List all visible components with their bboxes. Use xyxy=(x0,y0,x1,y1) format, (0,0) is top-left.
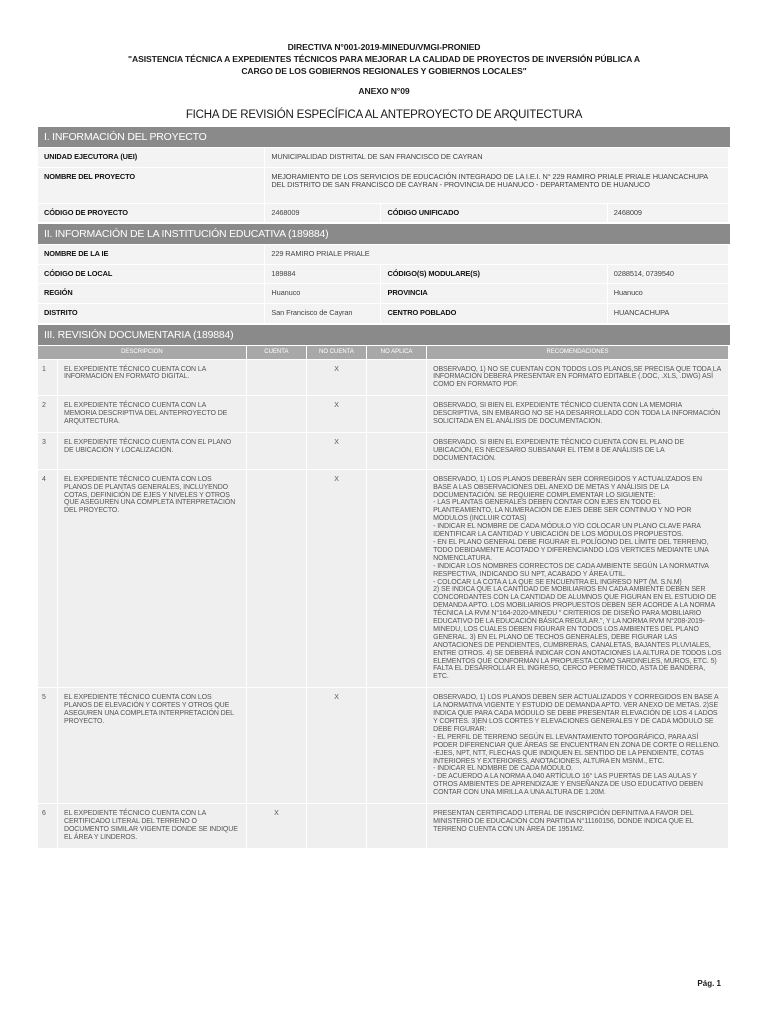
row-recommendation: PRESENTAN CERTIFICADO LITERAL DE INSCRIPCIÓN DEFINITIVA A FAVOR DEL MINISTERIO DE EDUCACIÓN CON PARTIDA N°11160156, DONDE INDICA QUE EL TERRENO CUENTA CON UN ÁREA DE 1951M2. xyxy=(427,804,728,848)
town-value: HUANCACHUPA xyxy=(608,304,728,323)
table-row xyxy=(38,433,728,469)
district-label: DISTRITO xyxy=(38,304,264,323)
table-row xyxy=(38,245,728,264)
province-label: PROVINCIA xyxy=(381,284,606,303)
directive-subtitle-line2: CARGO DE LOS GOBIERNOS REGIONALES Y GOBIERNOS LOCALES" xyxy=(241,66,527,76)
row-no-aplica-mark xyxy=(367,360,426,396)
modular-code-value: 0288514, 0739540 xyxy=(608,265,728,284)
row-no-aplica-mark xyxy=(367,470,426,688)
table-row xyxy=(38,148,728,167)
row-description: EL EXPEDIENTE TÉCNICO CUENTA CON LOS PLANOS DE PLANTAS GENERALES, INCLUYENDO COTAS, DEFINICIÓN DE EJES Y NIVELES Y OTROS QUE ASEGUREN UNA COMPLETA INTERPRETACIÓN DEL PROYECTO. xyxy=(58,470,246,688)
region-value: Huanuco xyxy=(265,284,380,303)
row-no-cuenta-mark: X xyxy=(307,470,366,688)
row-recommendation: OBSERVADO, 1) LOS PLANOS DEBERÁN SER CORREGIDOS Y ACTUALIZADOS EN BASE A LAS OBSERVACIONES DEL ANEXO DE METAS Y ANÁLISIS DE LA DOCUMENTACIÓN. SE REQUIERE COMPLEMENTAR LO SIGUIENTE: - LAS PLANTAS GENERALES DEBEN CONTAR CON EJES EN TODO EL PLANTEAMIENTO, LA NUMERACIÓN DE EJES DEBE SER CONTINUO Y NO POR MÓDULOS (INCLUIR COTAS) - INDICAR EL NOMBRE DE CADA MÓDULO Y/O COLOCAR UN PLANO CLAVE PARA IDENTIFICAR LA CANTIDAD Y UBICACIÓN DE LOS MÓDULOS PROPUESTOS. - EN EL PLANO GENERAL DEBE FIGURAR EL POLÍGONO DEL LÍMITE DEL TERRENO, TODO DEBIDAMENTE ACOTADO Y DIFERENCIANDO LOS VERTICES MEDIANTE UNA NOMENCLATURA. - INDICAR LOS NOMBRES CORRECTOS DE CADA AMBIENTE SEGÚN LA NORMATIVA RESPECTIVA, INDICANDO SU NPT, ACABADO Y ÁREA ÚTIL. - COLOCAR LA COTA A LA QUE SE ENCUENTRA EL INGRESO NPT (M. S.N.M) 2) SE INDICA QUE LA CANTIDAD DE MOBILIARIOS EN CADA AMBIENTE DEBEN SER CONCORDANTES CON LA CANTIDAD DE ALUMNOS QUE FIGURAN EN EL ESTUDIO DE DEMANDA APTO. LOS MOBILIARIOS PROPUESTOS DEBEN SER ACORDE A LA NORMA TÉCNICA LA RVM N°164-2020-MINEDU " CRITERIOS DE DISEÑO PARA MOBILIARIO EDUCATIVO DE LA EDUCACIÓN BÁSICA REGULAR.", Y LA NORMA RVM N°208-2019-MINEDU, LOS CUALES DEBEN FIGURAR EN TODOS LOS AMBIENTES DEL PLANO GENERAL. 3) EN EL PLANO DE TECHOS GENERALES, DEBE FIGURAR LAS ANOTACIONES DE PENDIENTES, CUMBRERAS, CANALETAS, BAJANTES PLUVIALES, ENTRE OTROS. 4) SE DEBERÁ INDICAR CON ANOTACIONES LA ALTURA DE TODOS LOS ELEMENTOS QUE CONFORMAN LA PROPUESTA COMO SARDINELES, MUROS, ETC. 5) FALTA EL DESARROLLAR EL INGRESO, CERCO PERIMÉTRICO, ASTA DE BANDERA, ETC. xyxy=(427,470,728,688)
town-label: CENTRO POBLADO xyxy=(381,304,606,323)
row-no-cuenta-mark: X xyxy=(307,360,366,396)
row-no-aplica-mark xyxy=(367,433,426,469)
table-row xyxy=(38,688,728,803)
row-description: EL EXPEDIENTE TÉCNICO CUENTA CON LA CERTIFICADO LITERAL DEL TERRENO O DOCUMENTO SIMILAR VIGENTE DONDE SE INDIQUE EL ÁREA Y LINDEROS. xyxy=(58,804,246,848)
unified-code-value: 2468009 xyxy=(608,204,728,223)
institution-info-table xyxy=(37,244,729,323)
table-row xyxy=(38,804,728,848)
row-description: EL EXPEDIENTE TÉCNICO CUENTA CON LOS PLANOS DE ELEVACIÓN Y CORTES Y OTROS QUE ASEGUREN UNA COMPLETA INTERPRETACIÓN DEL PROYECTO. xyxy=(58,688,246,803)
row-no-cuenta-mark: X xyxy=(307,688,366,803)
row-number: 2 xyxy=(38,396,57,432)
unified-code-label: CÓDIGO UNIFICADO xyxy=(381,204,606,223)
ie-name-value: 229 RAMIRO PRIALE PRIALE xyxy=(265,245,728,264)
project-info-table xyxy=(37,147,729,223)
modular-code-label: CÓDIGO(S) MODULARE(S) xyxy=(381,265,606,284)
directive-subtitle-line1: "ASISTENCIA TÉCNICA A EXPEDIENTES TÉCNICOS PARA MEJORAR LA CALIDAD DE PROYECTOS DE INVERSIÓN PÚBLICA A xyxy=(128,54,640,64)
row-number: 4 xyxy=(38,470,57,688)
section-heading-project: I. INFORMACIÓN DEL PROYECTO xyxy=(38,127,730,147)
province-value: Huanuco xyxy=(608,284,728,303)
row-cuenta-mark xyxy=(247,360,306,396)
local-code-value: 189884 xyxy=(265,265,380,284)
row-recommendation: OBSERVADO, SI BIEN EL EXPEDIENTE TÉCNICO CUENTA CON LA MEMORIA DESCRIPTIVA, SIN EMBARGO NO SE HA DESARROLLADO CON TODA LA INFORMACIÓN SOLICITADA EN EL ANÁLISIS DE DOCUMENTACIÓN. xyxy=(427,396,728,432)
row-description: EL EXPEDIENTE TÉCNICO CUENTA CON EL PLANO DE UBICACIÓN Y LOCALIZACIÓN. xyxy=(58,433,246,469)
form-body xyxy=(38,126,730,849)
column-header-description: DESCRIPCION xyxy=(38,346,246,359)
directive-line: DIRECTIVA N°001-2019-MINEDU/VMGI-PRONIED xyxy=(287,42,481,52)
row-recommendation: OBSERVADO, 1) LOS PLANOS DEBEN SER ACTUALIZADOS Y CORREGIDOS EN BASE A LA NORMATIVA VIGENTE Y ESTUDIO DE DEMANDA APTO. VER ANEXO DE METAS. 2)SE INDICA QUE PARA CADA MÓDULO SE DEBE PRESENTAR ELEVACIÓN DE LOS 4 LADOS Y CORTES. 3)EN LOS CORTES Y ELEVACIONES GENERALES Y DE CADA MÓDULO SE DEBE FIGURAR: - EL PERFIL DE TERRENO SEGÚN EL LEVANTAMIENTO TOPOGRÁFICO, PARA ASÍ PODER DIFERENCIAR QUE ÁREAS SE ENCUENTRAN EN ZONA DE CORTE O RELLENO. -EJES, NPT, NTT, FLECHAS QUE INDIQUEN EL SENTIDO DE LA PENDIENTE, COTAS INTERIORES Y EXTERIORES, ANOTACIONES, ALTURA EN MSNM., ETC. - INDICAR EL NOMBRE DE CADA MÓDULO. - DE ACUERDO A LA NORMA A.040 ARTÍCULO 16° LAS PUERTAS DE LAS AULAS Y OTROS AMBIENTES DE APRENDIZAJE Y ENSEÑANZA DE USO EDUCATIVO DEBEN CONTAR CON UNA MIRILLA A UNA ALTURA DE 1.20M. xyxy=(427,688,728,803)
region-label: REGIÓN xyxy=(38,284,264,303)
row-cuenta-mark xyxy=(247,688,306,803)
row-number: 6 xyxy=(38,804,57,848)
table-row xyxy=(38,304,728,323)
row-no-cuenta-mark: X xyxy=(307,433,366,469)
annex-label: ANEXO N°09 xyxy=(358,86,410,96)
row-no-cuenta-mark xyxy=(307,804,366,848)
document-review-table xyxy=(37,345,729,849)
ie-name-label: NOMBRE DE LA IE xyxy=(38,245,264,264)
table-row xyxy=(38,396,728,432)
table-row xyxy=(38,265,728,284)
page-number: Pág. 1 xyxy=(697,979,721,988)
project-code-label: CÓDIGO DE PROYECTO xyxy=(38,204,264,223)
local-code-label: CÓDIGO DE LOCAL xyxy=(38,265,264,284)
row-no-aplica-mark xyxy=(367,804,426,848)
column-header-no-cuenta: NO CUENTA xyxy=(307,346,366,359)
table-row xyxy=(38,360,728,396)
section-heading-institution: II. INFORMACIÓN DE LA INSTITUCIÓN EDUCATIVA (189884) xyxy=(38,224,730,244)
row-number: 1 xyxy=(38,360,57,396)
row-no-aplica-mark xyxy=(367,688,426,803)
row-description: EL EXPEDIENTE TÉCNICO CUENTA CON LA MEMORIA DESCRIPTIVA DEL ANTEPROYECTO DE ARQUITECTURA. xyxy=(58,396,246,432)
project-code-value: 2468009 xyxy=(265,204,380,223)
row-recommendation: OBSERVADO, 1) NO SE CUENTAN CON TODOS LOS PLANOS,SE PRECISA QUE TODA LA INFORMACIÓN DEBERÁ PRESENTAR EN FORMATO EDITABLE (.DOC, .XLS, .DWG) ASÍ COMO EN FORMATO PDF. xyxy=(427,360,728,396)
row-cuenta-mark xyxy=(247,470,306,688)
row-cuenta-mark xyxy=(247,433,306,469)
uei-value: MUNICIPALIDAD DISTRITAL DE SAN FRANCISCO DE CAYRAN xyxy=(265,148,728,167)
row-recommendation: OBSERVADO. SI BIEN EL EXPEDIENTE TÉCNICO CUENTA CON EL PLANO DE UBICACIÓN, ES NECESARIO SUBSANAR EL ITEM 8 DE ANÁLISIS DE LA DOCUMENTACIÓN. xyxy=(427,433,728,469)
table-row xyxy=(38,168,728,203)
column-header-no-aplica: NO APLICA xyxy=(367,346,426,359)
row-number: 3 xyxy=(38,433,57,469)
row-description: EL EXPEDIENTE TÉCNICO CUENTA CON LA INFORMACIÓN EN FORMATO DIGITAL. xyxy=(58,360,246,396)
row-no-cuenta-mark: X xyxy=(307,396,366,432)
row-no-aplica-mark xyxy=(367,396,426,432)
section-heading-documents: III. REVISIÓN DOCUMENTARIA (189884) xyxy=(38,325,730,345)
row-cuenta-mark: X xyxy=(247,804,306,848)
table-row xyxy=(38,204,728,223)
project-name-label: NOMBRE DEL PROYECTO xyxy=(38,168,264,203)
column-header-cuenta: CUENTA xyxy=(247,346,306,359)
page-title: FICHA DE REVISIÓN ESPECÍFICA AL ANTEPROYECTO DE ARQUITECTURA xyxy=(185,109,583,121)
row-number: 5 xyxy=(38,688,57,803)
row-cuenta-mark xyxy=(247,396,306,432)
column-header-recommendations: RECOMENDACIONES xyxy=(427,346,728,359)
table-row xyxy=(38,284,728,303)
table-row xyxy=(38,470,728,688)
district-value: San Francisco de Cayran xyxy=(265,304,380,323)
project-name-value: MEJORAMIENTO DE LOS SERVICIOS DE EDUCACIÓN INTEGRADO DE LA I.E.I. N° 229 RAMIRO PRIALE PRIALE HUANCACHUPA DEL DISTRITO DE SAN FRANCISCO DE CAYRAN - PROVINCIA DE HUANUCO - DEPARTAMENTO DE HUANUCO xyxy=(265,168,728,203)
table-header-row xyxy=(38,346,728,359)
uei-label: UNIDAD EJECUTORA (UEI) xyxy=(38,148,264,167)
